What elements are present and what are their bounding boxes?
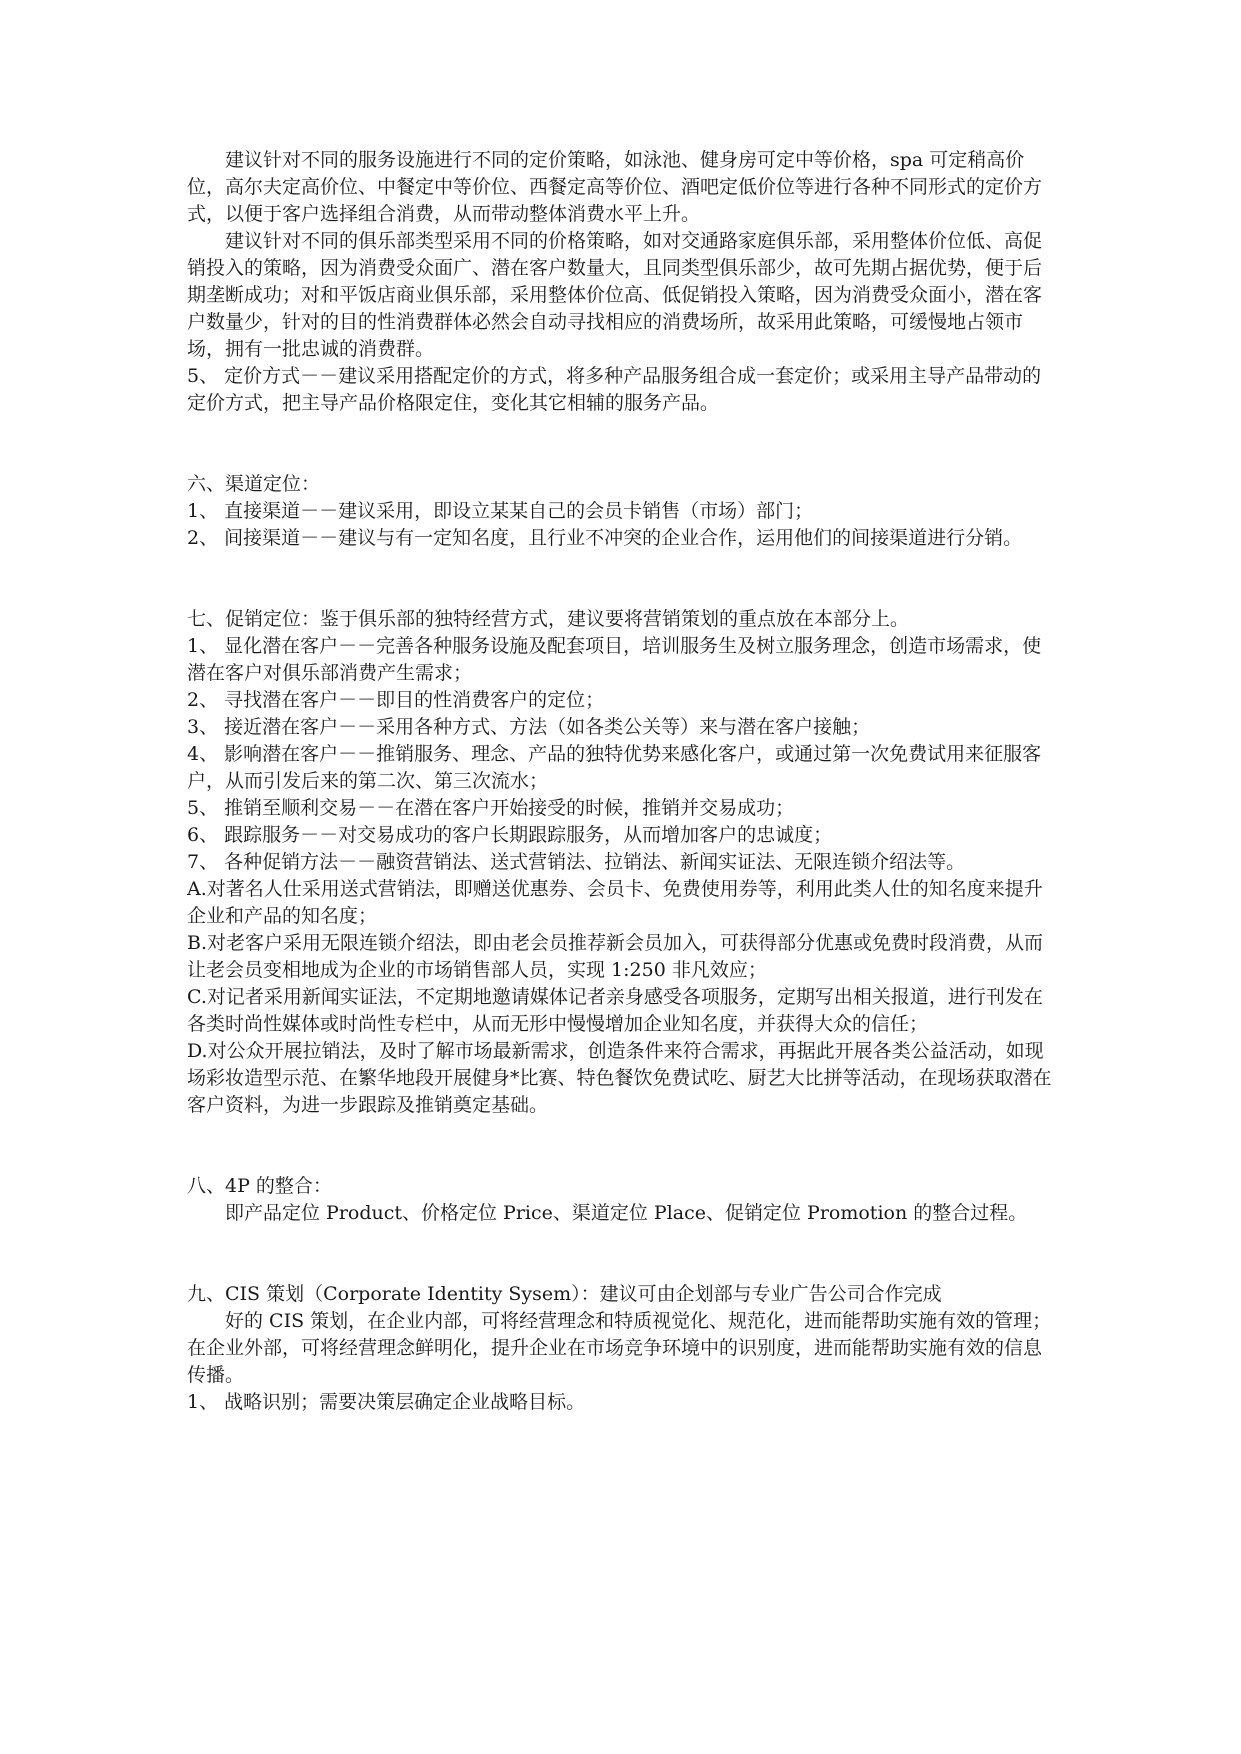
spacer [187, 1119, 1060, 1173]
pricing-paragraph-1: 建议针对不同的服务设施进行不同的定价策略，如泳池、健身房可定中等价格，spa 可定稍高价位，高尔夫定高价位、中餐定中等价位、西餐定高等价位、酒吧定低价位等进行各种不同形式的定价方式，以便于客户选择组合消费，从而带动整体消费水平上升。 [187, 149, 1043, 225]
pricing-paragraph-2: 建议针对不同的俱乐部类型采用不同的价格策略，如对交通路家庭俱乐部，采用整体价位低、高促销投入的策略，因为消费受众面广、潜在客户数量大，且同类型俱乐部少，故可先期占据优势，便于后期垄断成功；对和平饭店商业俱乐部，采用整体价位高、低促销投入策略，因为消费受众面小，潜在客户数量少，针对的目的性消费群体必然会自动寻找相应的消费场所，故采用此策略，可缓慢地占领市场，拥有一批忠诚的消费群。 [187, 230, 1043, 360]
promotion-method-d: D.对公众开展拉销法，及时了解市场最新需求，创造条件来符合需求，再据此开展各类公益活动，如现场彩妆造型示范、在繁华地段开展健身*比赛、特色餐饮免费试吃、厨艺大比拼等活动，在现场获取潜在客户资料，为进一步跟踪及推销奠定基础。 [187, 1040, 1052, 1116]
cis-heading: 九、CIS 策划（Corporate Identity Sysem）：建议可由企划部与专业广告公司合作完成 [187, 1283, 942, 1305]
channel-item-1: 1、 直接渠道－－建议采用，即设立某某自己的会员卡销售（市场）部门； [187, 500, 814, 522]
promotion-item-1: 1、 显化潜在客户－－完善各种服务设施及配套项目，培训服务生及树立服务理念，创造市场需求，使潜在客户对俱乐部消费产生需求； [187, 635, 1042, 684]
cis-body: 好的 CIS 策划，在企业内部，可将经营理念和特质视觉化、规范化，进而能帮助实施有效的管理；在企业外部，可将经营理念鲜明化，提升企业在市场竞争环境中的识别度，进而能帮助实施有效的信息传播。 [187, 1310, 1052, 1386]
promotion-item-6: 6、 跟踪服务－－对交易成功的客户长期跟踪服务，从而增加客户的忠诚度； [187, 824, 833, 846]
promotion-item-4: 4、 影响潜在客户－－推销服务、理念、产品的独特优势来感化客户，或通过第一次免费试用来征服客户，从而引发后来的第二次、第三次流水； [187, 743, 1042, 792]
promotion-item-3: 3、 接近潜在客户－－采用各种方式、方法（如各类公关等）来与潜在客户接触； [187, 716, 871, 738]
fourp-heading: 八、4P 的整合： [187, 1175, 332, 1197]
promotion-item-7: 7、 各种促销方法－－融资营销法、送式营销法、拉销法、新闻实证法、无限连锁介绍法等。 [187, 851, 966, 873]
promotion-method-c: C.对记者采用新闻实证法，不定期地邀请媒体记者亲身感受各项服务，定期写出相关报道，进行刊发在各类时尚性媒体或时尚性专栏中，从而无形中慢慢增加企业知名度，并获得大众的信任； [187, 986, 1043, 1035]
channel-heading: 六、渠道定位： [187, 473, 321, 495]
channel-item-2: 2、 间接渠道－－建议与有一定知名度，且行业不冲突的企业合作，运用他们的间接渠道进行分销。 [187, 527, 1023, 549]
spacer [187, 552, 1060, 606]
document-page [187, 147, 1060, 1416]
fourp-body: 即产品定位 Product、价格定位 Price、渠道定位 Place、促销定位 Promotion 的整合过程。 [225, 1202, 1028, 1224]
promotion-item-5: 5、 推销至顺利交易－－在潜在客户开始接受的时候，推销并交易成功； [187, 797, 795, 819]
promotion-heading: 七、促销定位：鉴于俱乐部的独特经营方式，建议要将营销策划的重点放在本部分上。 [187, 608, 910, 630]
cis-item-1: 1、 战略识别；需要决策层确定企业战略目标。 [187, 1391, 586, 1413]
spacer [187, 417, 1060, 471]
promotion-method-b: B.对老客户采用无限连锁介绍法，即由老会员推荐新会员加入，可获得部分优惠或免费时段消费，从而让老会员变相地成为企业的市场销售部人员，实现 1:250 非凡效应； [187, 932, 1044, 981]
spacer [187, 1227, 1060, 1281]
promotion-item-2: 2、 寻找潜在客户－－即目的性消费客户的定位； [187, 689, 605, 711]
pricing-item-5: 5、 定价方式－－建议采用搭配定价的方式，将多种产品服务组合成一套定价；或采用主导产品带动的定价方式，把主导产品价格限定住，变化其它相辅的服务产品。 [187, 365, 1042, 414]
promotion-method-a: A.对著名人仕采用送式营销法，即赠送优惠券、会员卡、免费使用券等，利用此类人仕的知名度来提升企业和产品的知名度； [187, 878, 1043, 927]
